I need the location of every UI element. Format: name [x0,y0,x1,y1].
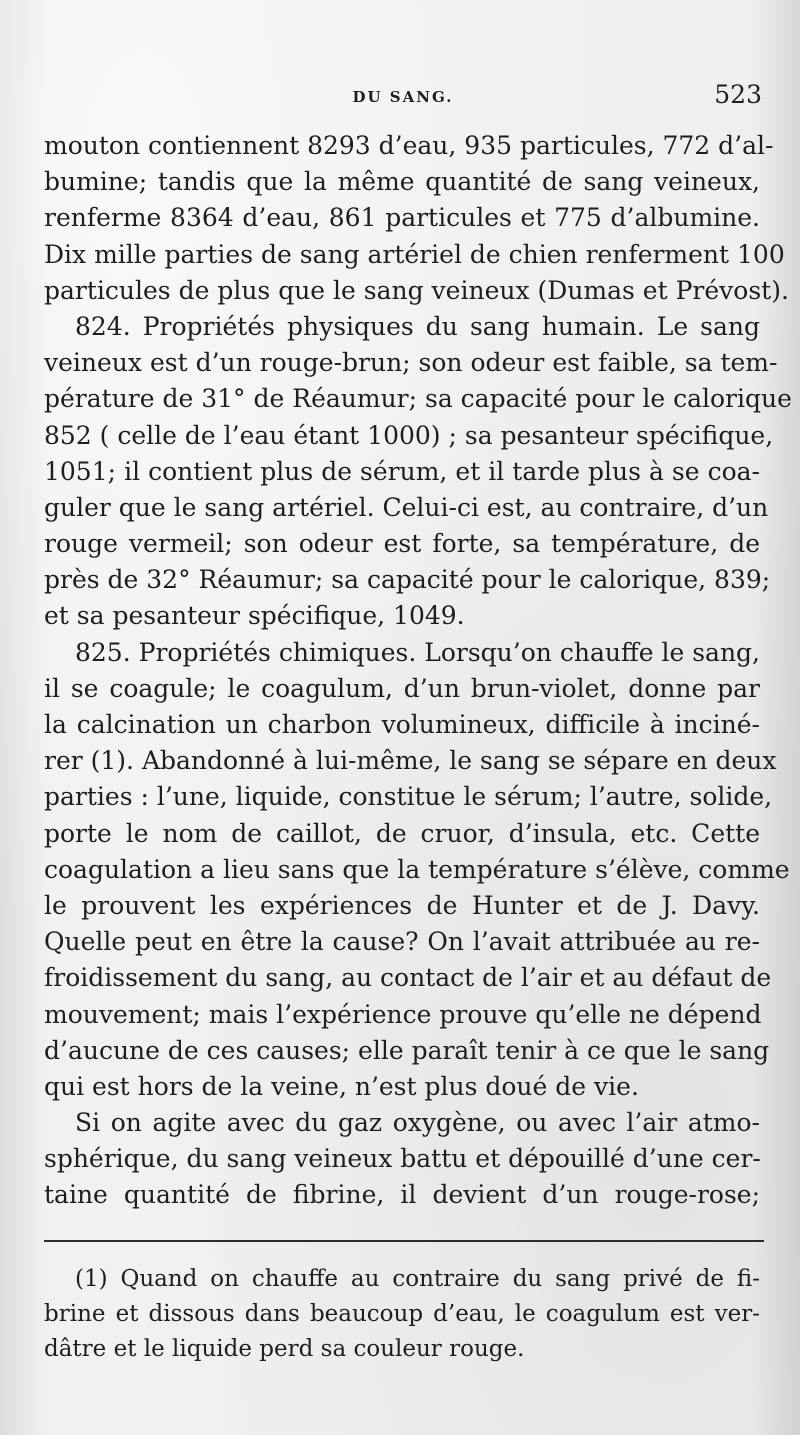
text-line: la calcination un charbon volumineux, difficile à inciné- [44,710,760,739]
paragraph-825-start: 825. Propriétés chimiques. Lorsqu’on chauffe le sang, [75,637,760,667]
running-head: DU SANG. [352,88,454,106]
text-line: froidissement du sang, au contact de l’air et au défaut de [44,963,772,993]
text-line: Quelle peut en être la cause? On l’avait attribuée au re- [44,927,760,957]
text-line: mouvement; mais l’expérience prouve qu’elle ne dépend [44,999,762,1029]
footnote-line: dâtre et le liquide perd sa couleur rouge. [44,1336,525,1362]
text-line: 1051; il contient plus de sérum, et il tarde plus à se coa- [44,456,760,486]
footnote-line: (1) Quand on chauffe au contraire du sang privé de fi- [75,1266,760,1292]
footnote-line: brine et dissous dans beaucoup d’eau, le coagulum est ver- [44,1301,760,1327]
text-line: guler que le sang artériel. Celui-ci est, au contraire, d’un [44,492,769,522]
page-number: 523 [714,80,762,109]
paragraph-start: Si on agite avec du gaz oxygène, ou avec l’air atmo- [75,1108,760,1138]
text-line: près de 32° Réaumur; sa capacité pour le calorique, 839; [44,565,771,595]
footnote-divider [44,1240,764,1242]
text-line: particules de plus que le sang veineux (Dumas et Prévost). [44,275,789,305]
text-line: rer (1). Abandonné à lui-même, le sang se sépare en deux [44,746,777,776]
text-line: et sa pesanteur spécifique, 1049. [44,601,465,631]
text-line: taine quantité de fibrine, il devient d’un rouge-rose; [44,1180,760,1210]
text-line: Dix mille parties de sang artériel de chien renferment 100 [44,239,785,269]
text-line: porte le nom de caillot, de cruor, d’insula, etc. Cette [44,818,760,848]
text-line: 852 ( celle de l’eau étant 1000) ; sa pesanteur spécifique, [44,420,774,450]
text-line: sphérique, du sang veineux battu et dépouillé d’une cer- [44,1144,761,1174]
text-line: qui est hors de la veine, n’est plus doué de vie. [44,1071,639,1101]
main-text [44,128,792,1214]
text-line: rouge vermeil; son odeur est forte, sa température, de [44,529,760,559]
text-line: il se coagule; le coagulum, d’un brun-violet, donne par [44,673,760,703]
text-line: le prouvent les expériences de Hunter et de J. Davy. [44,890,760,920]
text-line: renferme 8364 d’eau, 861 particules et 775 d’albumine. [44,203,760,233]
text-line: coagulation a lieu sans que la température s’élève, comme [44,854,790,884]
page-header [44,80,762,110]
text-line: parties : l’une, liquide, constitue le sérum; l’autre, solide, [44,782,773,812]
text-line: veineux est d’un rouge-brun; son odeur est faible, sa tem- [44,348,778,378]
footnote [44,1262,760,1367]
text-line: mouton contiennent 8293 d’eau, 935 particules, 772 d’al- [44,131,774,160]
paragraph-824-start: 824. Propriétés physiques du sang humain. Le sang [75,311,760,341]
text-line: d’aucune de ces causes; elle paraît tenir à ce que le sang [44,1035,770,1065]
text-line: bumine; tandis que la même quantité de sang veineux, [44,167,760,197]
text-line: pérature de 31° de Réaumur; sa capacité pour le calorique [44,384,792,414]
